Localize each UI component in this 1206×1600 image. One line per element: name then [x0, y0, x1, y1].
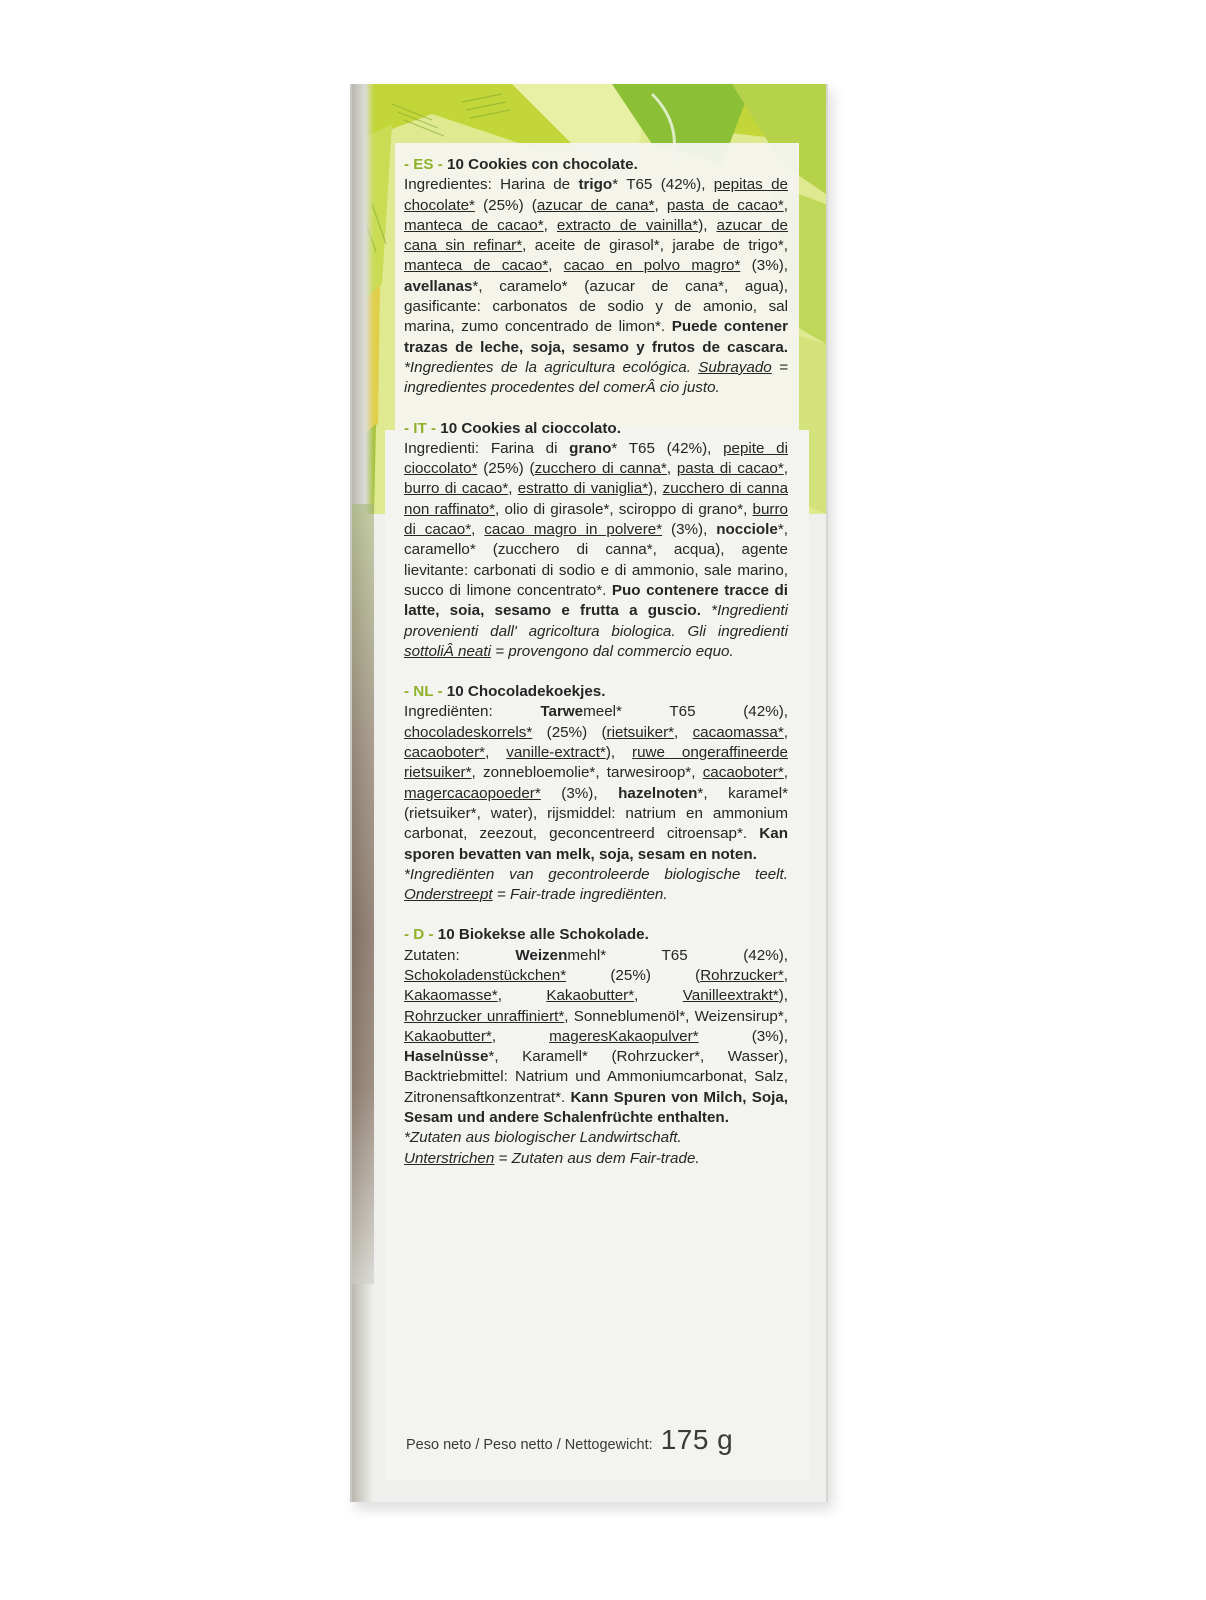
- allergen-text: Haselnüsse: [404, 1048, 489, 1066]
- ingredient-text: , Sonneblumenöl*, Weizensirup*,: [564, 1007, 788, 1025]
- allergen-text: Kann Spuren von Milch, Soja, Sesam und andere Schalenfrüchte enthalten.: [404, 1088, 788, 1127]
- ingredients-text: [404, 702, 788, 905]
- fairtrade-ingredient: azucar de cana*: [536, 196, 655, 214]
- ingredient-text: ,: [783, 966, 788, 984]
- ingredient-text: *Ingrediënten van gecontroleerde biologische teelt.: [404, 865, 788, 883]
- ingredient-text: (25%) (: [566, 966, 701, 984]
- section-heading: [404, 155, 788, 175]
- heading-dash: -: [404, 926, 414, 944]
- section-heading: [404, 682, 788, 702]
- ingredient-text: ,: [654, 196, 667, 214]
- fairtrade-ingredient: pepite di cioccolato*: [404, 439, 788, 478]
- allergen-text: trigo: [578, 176, 613, 194]
- fairtrade-ingredient: cacao magro in polvere*: [484, 521, 663, 539]
- fairtrade-ingredient: magercacaopoeder*: [404, 784, 541, 802]
- ingredients-text: [404, 946, 788, 1169]
- ingredients-section-nl: [404, 682, 788, 905]
- ingredient-text: ,: [783, 196, 788, 214]
- fairtrade-ingredient: cacaoboter*: [702, 764, 784, 782]
- ingredient-text: * T65 (42%),: [612, 176, 714, 194]
- heading-dash: -: [404, 683, 414, 701]
- fairtrade-ingredient: Rohrzucker*: [700, 966, 784, 984]
- ingredient-text: ,: [783, 723, 788, 741]
- ingredient-text: ,: [508, 480, 518, 498]
- allergen-text: avellanas: [404, 277, 473, 295]
- heading-dash: -: [404, 419, 414, 437]
- ingredient-text: ,: [471, 521, 485, 539]
- fairtrade-ingredient: Schokoladenstückchen*: [404, 966, 567, 984]
- fairtrade-ingredient: manteca de cacao*: [404, 216, 544, 234]
- ingredient-text: Ingrediënten:: [404, 703, 541, 721]
- allergen-text: Kan sporen bevatten van melk, soja, sesam en noten.: [404, 825, 788, 863]
- ingredients-text: [404, 175, 788, 398]
- ingredient-text: ,: [634, 987, 683, 1005]
- fairtrade-ingredient: manteca de cacao*: [404, 257, 549, 275]
- allergen-text: Tarwe: [540, 703, 584, 721]
- fairtrade-ingredient: pepitas de chocolate*: [404, 176, 788, 214]
- ingredient-text: ),: [605, 744, 633, 762]
- fairtrade-ingredient: sottoliÂ neati: [404, 642, 491, 660]
- section-heading: [404, 925, 788, 945]
- ingredient-text: *Zutaten aus biologischer Landwirtschaft.: [404, 1129, 682, 1147]
- ingredient-text: ,: [485, 744, 507, 762]
- language-code: IT: [413, 419, 427, 437]
- allergen-text: Weizen: [515, 946, 568, 964]
- ingredient-text: *Ingredienti provenienti dall' agricoltura biologica. Gli ingredienti: [404, 602, 788, 640]
- ingredient-text: *, caramello* (zucchero di canna*, acqua), agente lievitante: carbonati di sodio e di ammonio, sale marino, succo di limone concentrato*.: [404, 521, 788, 599]
- ingredient-text: (25%) (: [474, 196, 537, 214]
- fairtrade-ingredient: pasta di cacao*: [676, 460, 784, 478]
- net-weight-label: Peso neto / Peso netto / Nettogewicht:: [406, 1437, 653, 1453]
- ingredient-text: ),: [698, 216, 717, 234]
- ingredient-text: (3%),: [698, 1027, 788, 1045]
- ingredient-text: ,: [674, 723, 693, 741]
- allergen-text: Puo contenere tracce di latte, soia, sesamo e frutta a guscio.: [404, 581, 788, 620]
- section-title: 10 Cookies al cioccolato.: [440, 419, 621, 437]
- section-title: 10 Chocoladekoekjes.: [446, 683, 606, 701]
- allergen-text: hazelnoten: [618, 784, 698, 802]
- fairtrade-ingredient: Vanilleextrakt*: [682, 987, 779, 1005]
- ingredient-text: (25%) (: [477, 460, 535, 478]
- net-weight: [406, 1424, 806, 1456]
- heading-dash: -: [426, 419, 441, 437]
- fairtrade-ingredient: Rohrzucker unraffiniert*: [404, 1007, 565, 1025]
- fairtrade-ingredient: chocoladeskorrels*: [404, 723, 533, 741]
- ingredient-text: ,: [783, 764, 788, 782]
- fairtrade-ingredient: Kakaobutter*: [546, 987, 635, 1005]
- net-weight-value: 175 g: [660, 1424, 734, 1455]
- ingredient-text: ),: [648, 480, 663, 498]
- ingredient-text: *Ingredientes de la agricultura ecológica.: [404, 358, 699, 376]
- heading-dash: -: [433, 683, 447, 701]
- fairtrade-ingredient: rietsuiker*: [606, 723, 675, 741]
- ingredient-text: , zonnebloemolie*, tarwesiroop*,: [471, 764, 703, 782]
- fairtrade-ingredient: estratto di vaniglia*: [517, 480, 649, 498]
- ingredient-text: * T65 (42%),: [611, 439, 724, 457]
- fairtrade-ingredient: Unterstrichen: [404, 1149, 495, 1167]
- ingredient-text: ,: [497, 987, 547, 1005]
- heading-dash: -: [433, 156, 448, 173]
- ingredient-text: ,: [548, 257, 564, 275]
- ingredient-text: = provengono dal commercio equo.: [490, 642, 734, 660]
- ingredients-section-it: [404, 419, 788, 663]
- section-heading: [404, 419, 788, 439]
- ingredients-section-d: [404, 925, 788, 1169]
- ingredient-text: Zutaten:: [404, 946, 516, 964]
- ingredient-text: = Fair-trade ingrediënten.: [492, 886, 668, 904]
- fairtrade-ingredient: zucchero di canna non raffinato*: [404, 480, 789, 518]
- ingredients-column: [404, 155, 788, 1189]
- ingredient-text: , olio di girasole*, sciroppo di grano*,: [495, 500, 753, 518]
- fairtrade-ingredient: cacaomassa*: [692, 723, 784, 741]
- fairtrade-ingredient: zucchero di canna*: [534, 460, 667, 478]
- ingredient-text: (3%),: [740, 257, 788, 275]
- ingredient-text: (25%) (: [532, 723, 607, 741]
- ingredient-text: Ingredientes: Harina de: [404, 176, 579, 194]
- fairtrade-ingredient: Subrayado: [698, 358, 772, 376]
- fairtrade-ingredient: Kakaomasse*: [404, 987, 498, 1005]
- ingredient-text: ),: [778, 987, 788, 1005]
- fairtrade-ingredient: cacao en polvo magro*: [563, 257, 741, 275]
- ingredient-text: Ingredienti: Farina di: [404, 439, 570, 457]
- language-code: ES: [413, 156, 434, 173]
- ingredient-text: = Zutaten aus dem Fair-trade.: [494, 1149, 700, 1167]
- ingredient-text: *, Karamell* (Rohrzucker*, Wasser), Backtriebmittel: Natrium und Ammoniumcarbonat, Salz, Zitronensaftkonzentrat*.: [404, 1048, 788, 1106]
- ingredient-text: *, caramelo* (azucar de cana*, agua), gasificante: carbonatos de sodio y de amonio, sal marina, zumo concentrado de limon*.: [404, 277, 788, 336]
- section-title: 10 Biokekse alle Schokolade.: [437, 926, 649, 944]
- ingredient-text: ,: [666, 460, 677, 478]
- fairtrade-ingredient: Kakaobutter*: [404, 1027, 492, 1045]
- fairtrade-ingredient: Onderstreept: [404, 886, 493, 904]
- heading-dash: -: [424, 926, 438, 944]
- ingredient-text: = ingredientes procedentes del comerÂ cio justo.: [404, 358, 788, 397]
- ingredient-text: ,: [491, 1027, 550, 1045]
- fairtrade-ingredient: vanille-extract*: [506, 744, 606, 762]
- ingredient-text: (3%),: [540, 784, 619, 802]
- language-code: D: [413, 926, 425, 944]
- allergen-text: grano: [569, 439, 612, 457]
- ingredients-text: [404, 439, 788, 662]
- fairtrade-ingredient: extracto de vainilla*: [556, 216, 699, 234]
- heading-dash: -: [404, 156, 414, 173]
- ingredient-text: , aceite de girasol*, jarabe de trigo*,: [522, 237, 788, 255]
- allergen-text: Puede contener trazas de leche, soja, sesamo y frutos de cascara.: [404, 318, 789, 356]
- ingredient-text: mehl* T65 (42%),: [567, 946, 788, 964]
- ingredient-text: ,: [543, 216, 557, 234]
- fairtrade-ingredient: cacaoboter*: [404, 744, 486, 762]
- ingredient-text: (3%),: [662, 521, 717, 539]
- ingredients-section-es: [404, 155, 788, 399]
- allergen-text: nocciole: [716, 521, 778, 539]
- ingredient-text: *, karamel* (rietsuiker*, water), rijsmiddel: natrium en ammonium carbonat, zeezout, geconcentreerd citroensap*.: [404, 784, 788, 843]
- ingredient-text: meel* T65 (42%),: [583, 703, 788, 721]
- fairtrade-ingredient: burro di cacao*: [404, 500, 788, 539]
- fairtrade-ingredient: ruwe ongeraffineerde rietsuiker*: [404, 744, 788, 782]
- fairtrade-ingredient: azucar de cana sin refinar*: [404, 216, 788, 255]
- section-title: 10 Cookies con chocolate.: [447, 156, 638, 173]
- fairtrade-ingredient: pasta de cacao*: [666, 196, 784, 214]
- fairtrade-ingredient: burro di cacao*: [404, 480, 509, 498]
- ingredient-text: ,: [783, 460, 788, 478]
- fairtrade-ingredient: mageresKakaopulver*: [549, 1027, 699, 1045]
- box-edge-strip: [352, 504, 374, 1284]
- language-code: NL: [413, 683, 434, 701]
